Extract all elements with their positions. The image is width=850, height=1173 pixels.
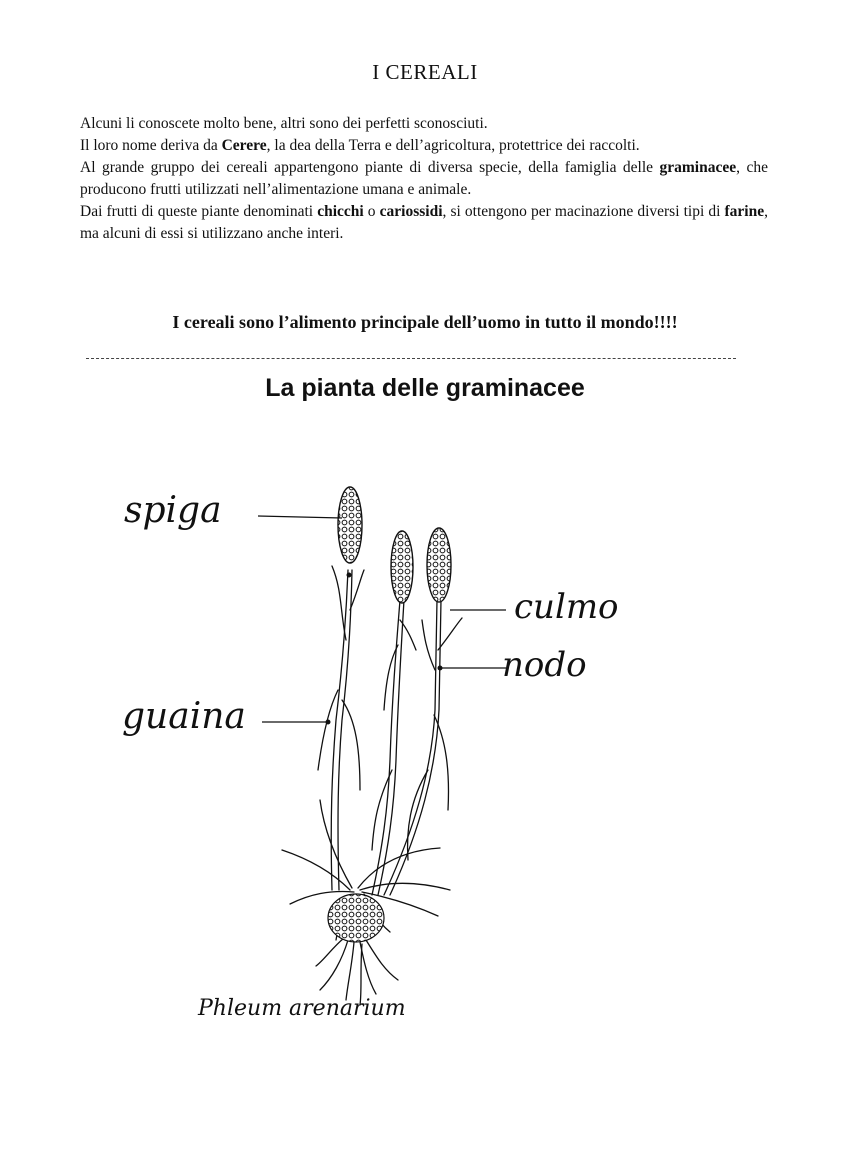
label-nodo: nodo [502, 645, 587, 685]
section-subtitle: La pianta delle graminacee [265, 374, 585, 402]
intro-p2-text-a: Il loro nome deriva da [80, 137, 222, 154]
intro-p4-text-c: , si ottengono per macinazione diversi tipi di [442, 203, 725, 220]
intro-p4-text-b: o [363, 203, 380, 220]
label-guaina: guaina [122, 696, 246, 737]
term-chicchi: chicchi [317, 203, 364, 220]
intro-p1-text: Alcuni li conoscete molto bene, altri sono dei perfetti sconosciuti. [80, 115, 488, 132]
page-title: I CEREALI [372, 60, 478, 84]
term-cariossidi: cariossidi [379, 203, 443, 220]
intro-p4-text-d: , ma alcuni di essi si utilizzano anche interi. [80, 203, 768, 242]
slogan: I cereali sono l’alimento principale dell’uomo in tutto il mondo!!!! [172, 312, 678, 332]
term-graminacee: graminacee [659, 159, 737, 176]
term-farine: farine [724, 203, 765, 220]
intro-p4-text-a: Dai frutti di queste piante denominati [80, 203, 318, 220]
species-caption: Phleum arenarium [198, 996, 406, 1021]
dashed-divider [86, 358, 736, 359]
intro-paragraph-2 [80, 135, 768, 157]
intro-paragraph-1 [80, 113, 768, 135]
intro-paragraph-3 [80, 157, 768, 201]
label-culmo: culmo [514, 587, 619, 627]
grass-plant-illustration [110, 470, 650, 1030]
spiga-pointer-line [258, 516, 342, 518]
intro-p3-text-a: Al grande gruppo dei cereali appartengono piante di diversa specie, della famiglia delle [80, 159, 660, 176]
intro-paragraph-4 [80, 201, 768, 245]
term-cerere: Cerere [221, 137, 267, 154]
intro-p3-text-b: , che producono frutti utilizzati nell’alimentazione umana e animale. [80, 159, 768, 198]
intro-text [80, 113, 768, 245]
intro-p2-text-b: , la dea della Terra e dell’agricoltura, protettrice dei raccolti. [266, 137, 640, 154]
label-spiga: spiga [124, 490, 222, 531]
